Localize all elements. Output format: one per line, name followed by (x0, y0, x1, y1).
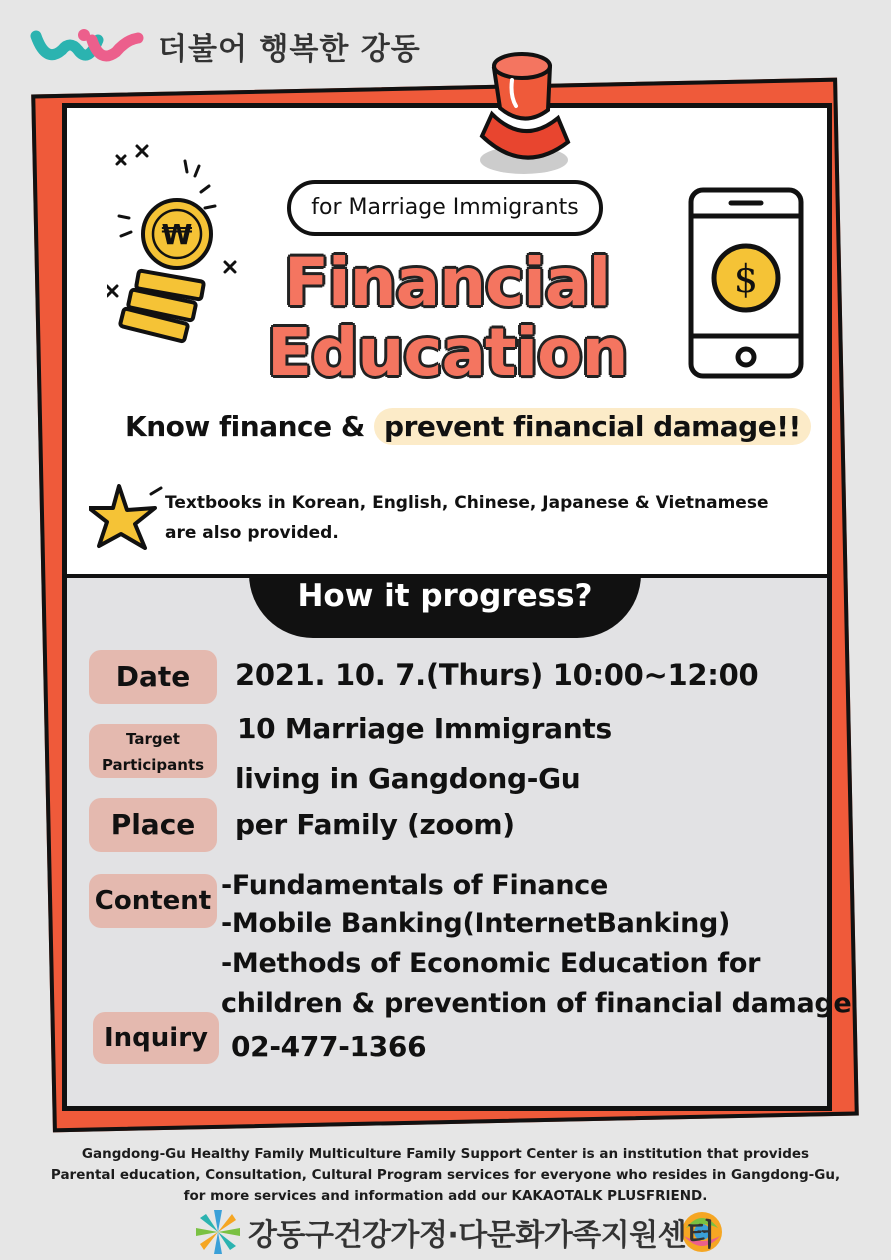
place-label: Place (89, 798, 217, 852)
center-name: 강동구건강가정·다문화가족지원센터 (248, 1218, 715, 1253)
inquiry-label: Inquiry (93, 1012, 219, 1064)
footer-line-1: Gangdong-Gu Healthy Family Multiculture Family Support Center is an institution that provides (81, 1146, 810, 1162)
target-label-line-2: Participants (101, 756, 205, 774)
title-line-1: Financial (283, 244, 611, 321)
place-value: per Family (zoom) (235, 808, 515, 841)
content-line-2: -Mobile Banking(InternetBanking) (221, 908, 731, 939)
textbook-note (165, 488, 768, 548)
target-label (89, 724, 217, 778)
target-label-line-1: Target (126, 730, 180, 748)
subtitle-plain: Know finance & (125, 410, 375, 443)
date-value: 2021. 10. 7.(Thurs) 10:00~12:00 (235, 658, 759, 692)
textbook-line-2: are also provided. (165, 523, 339, 543)
title-line-2: Education (267, 314, 628, 391)
date-label: Date (89, 650, 217, 704)
svg-text:₩: ₩ (161, 218, 193, 251)
target-value-line-1: 10 Marriage Immigrants (237, 712, 612, 745)
won-coin-stack-icon (107, 136, 257, 346)
subtitle-highlight: prevent financial damage!! (374, 408, 811, 445)
svg-text:$: $ (733, 257, 759, 301)
inquiry-value: 02-477-1366 (231, 1030, 427, 1063)
content-label: Content (89, 874, 217, 928)
phone-dollar-icon (687, 186, 805, 380)
heart-wave-logo-icon (30, 26, 146, 66)
poster-card (62, 103, 852, 1111)
textbook-line-1: Textbooks in Korean, English, Chinese, Japanese & Vietnamese (165, 493, 769, 513)
logo-text: 더불어 행복한 강동 (158, 32, 421, 67)
footer-info (0, 1144, 891, 1207)
footer-line-3: for more services and information add our KAKAOTALK PLUSFRIEND. (183, 1188, 708, 1204)
content-line-1: -Fundamentals of Finance (221, 870, 608, 901)
target-value-line-2: living in Gangdong-Gu (235, 762, 581, 795)
content-line-4: children & prevention of financial damage (221, 988, 852, 1019)
content-line-3: -Methods of Economic Education for (221, 948, 761, 979)
push-pin-icon (452, 48, 592, 178)
audience-pill: for Marriage Immigrants (287, 180, 603, 236)
subtitle (125, 410, 811, 443)
section-title: How it progress? (297, 578, 593, 614)
footer-line-2: Parental education, Consultation, Cultural Program services for everyone who resides in Gangdong-Gu, (50, 1167, 841, 1183)
star-icon (89, 484, 165, 554)
